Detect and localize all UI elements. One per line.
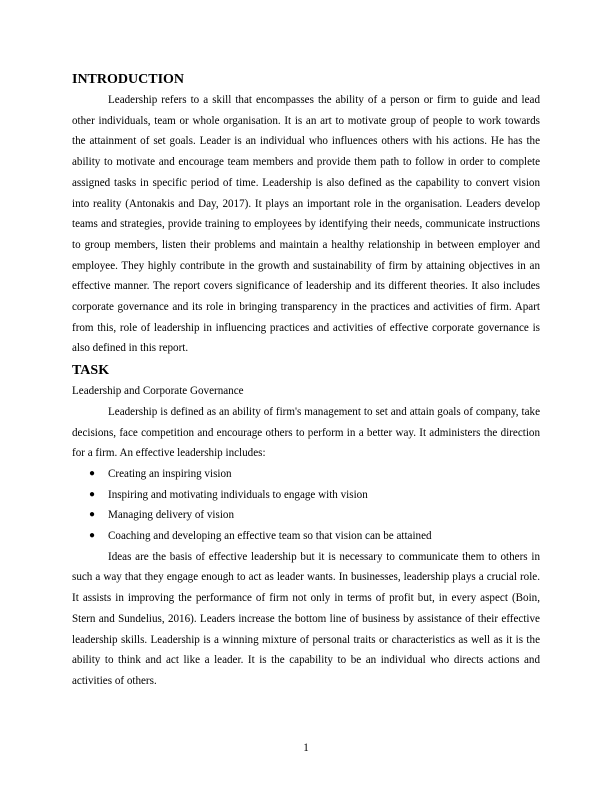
list-item-text: Inspiring and motivating individuals to engage with vision [108, 488, 368, 501]
bullet-icon: ● [89, 488, 96, 500]
list-item [72, 464, 540, 485]
page-number: 1 [303, 742, 309, 754]
list-item [72, 485, 540, 506]
task-subheading: Leadership and Corporate Governance [72, 385, 244, 398]
task-paragraph-1: Leadership is defined as an ability of firm's management to set and attain goals of company, take decisions, face competition and encourage others to perform in a better way. It administers the direction for a firm. An effective leadership includes: [72, 405, 540, 460]
document-page [72, 70, 540, 692]
list-item [72, 526, 540, 547]
task-heading: TASK [72, 363, 110, 379]
bullet-icon: ● [89, 530, 96, 542]
bullet-icon: ● [89, 467, 96, 479]
list-item-text: Coaching and developing an effective team so that vision can be attained [108, 530, 432, 543]
effective-leadership-list [72, 464, 540, 547]
list-item [72, 505, 540, 526]
introduction-paragraph: Leadership refers to a skill that encompasses the ability of a person or firm to guide and lead other individuals, team or whole organisation. It is an art to motivate group of people to work towards the attainment of set goals. Leader is an individual who influences others with his actions. He has the ability to motivate and encourage team members and provide them path to follow in order to complete assigned tasks in specific period of time. Leadership is also defined as the capability to convert vision into reality (Antonakis and Day, 2017). It plays an important role in the organisation. Leaders develop teams and strategies, provide training to employees by identifying their needs, communicate instructions to group members, listen their problems and maintain a healthy relationship in between employer and employee. They highly contribute in the growth and sustainability of firm by attaining objectives in an effective manner. The report covers significance of leadership and its different theories. It also includes corporate governance and its role in bringing transparency in the practices and activities of firm. Apart from this, role of leadership in influencing practices and activities of effective corporate governance is also defined in this report. [72, 94, 540, 355]
list-item-text: Managing delivery of vision [108, 509, 235, 522]
introduction-heading: INTRODUCTION [72, 72, 185, 87]
bullet-icon: ● [89, 509, 96, 521]
task-paragraph-2: Ideas are the basis of effective leadership but it is necessary to communicate them to others in such a way that they engage enough to act as leader wants. In businesses, leadership plays a crucial role. It assists in improving the performance of firm not only in terms of profit but, in every aspect (Boin, Stern and Sundelius, 2016). Leaders increase the bottom line of business by assistance of their effective leadership skills. Leadership is a winning mixture of personal traits or characteristics as well as it is the ability to think and act like a leader. It is the capability to be an individual who directs actions and activities of others. [72, 550, 540, 687]
list-item-text: Creating an inspiring vision [108, 467, 232, 480]
